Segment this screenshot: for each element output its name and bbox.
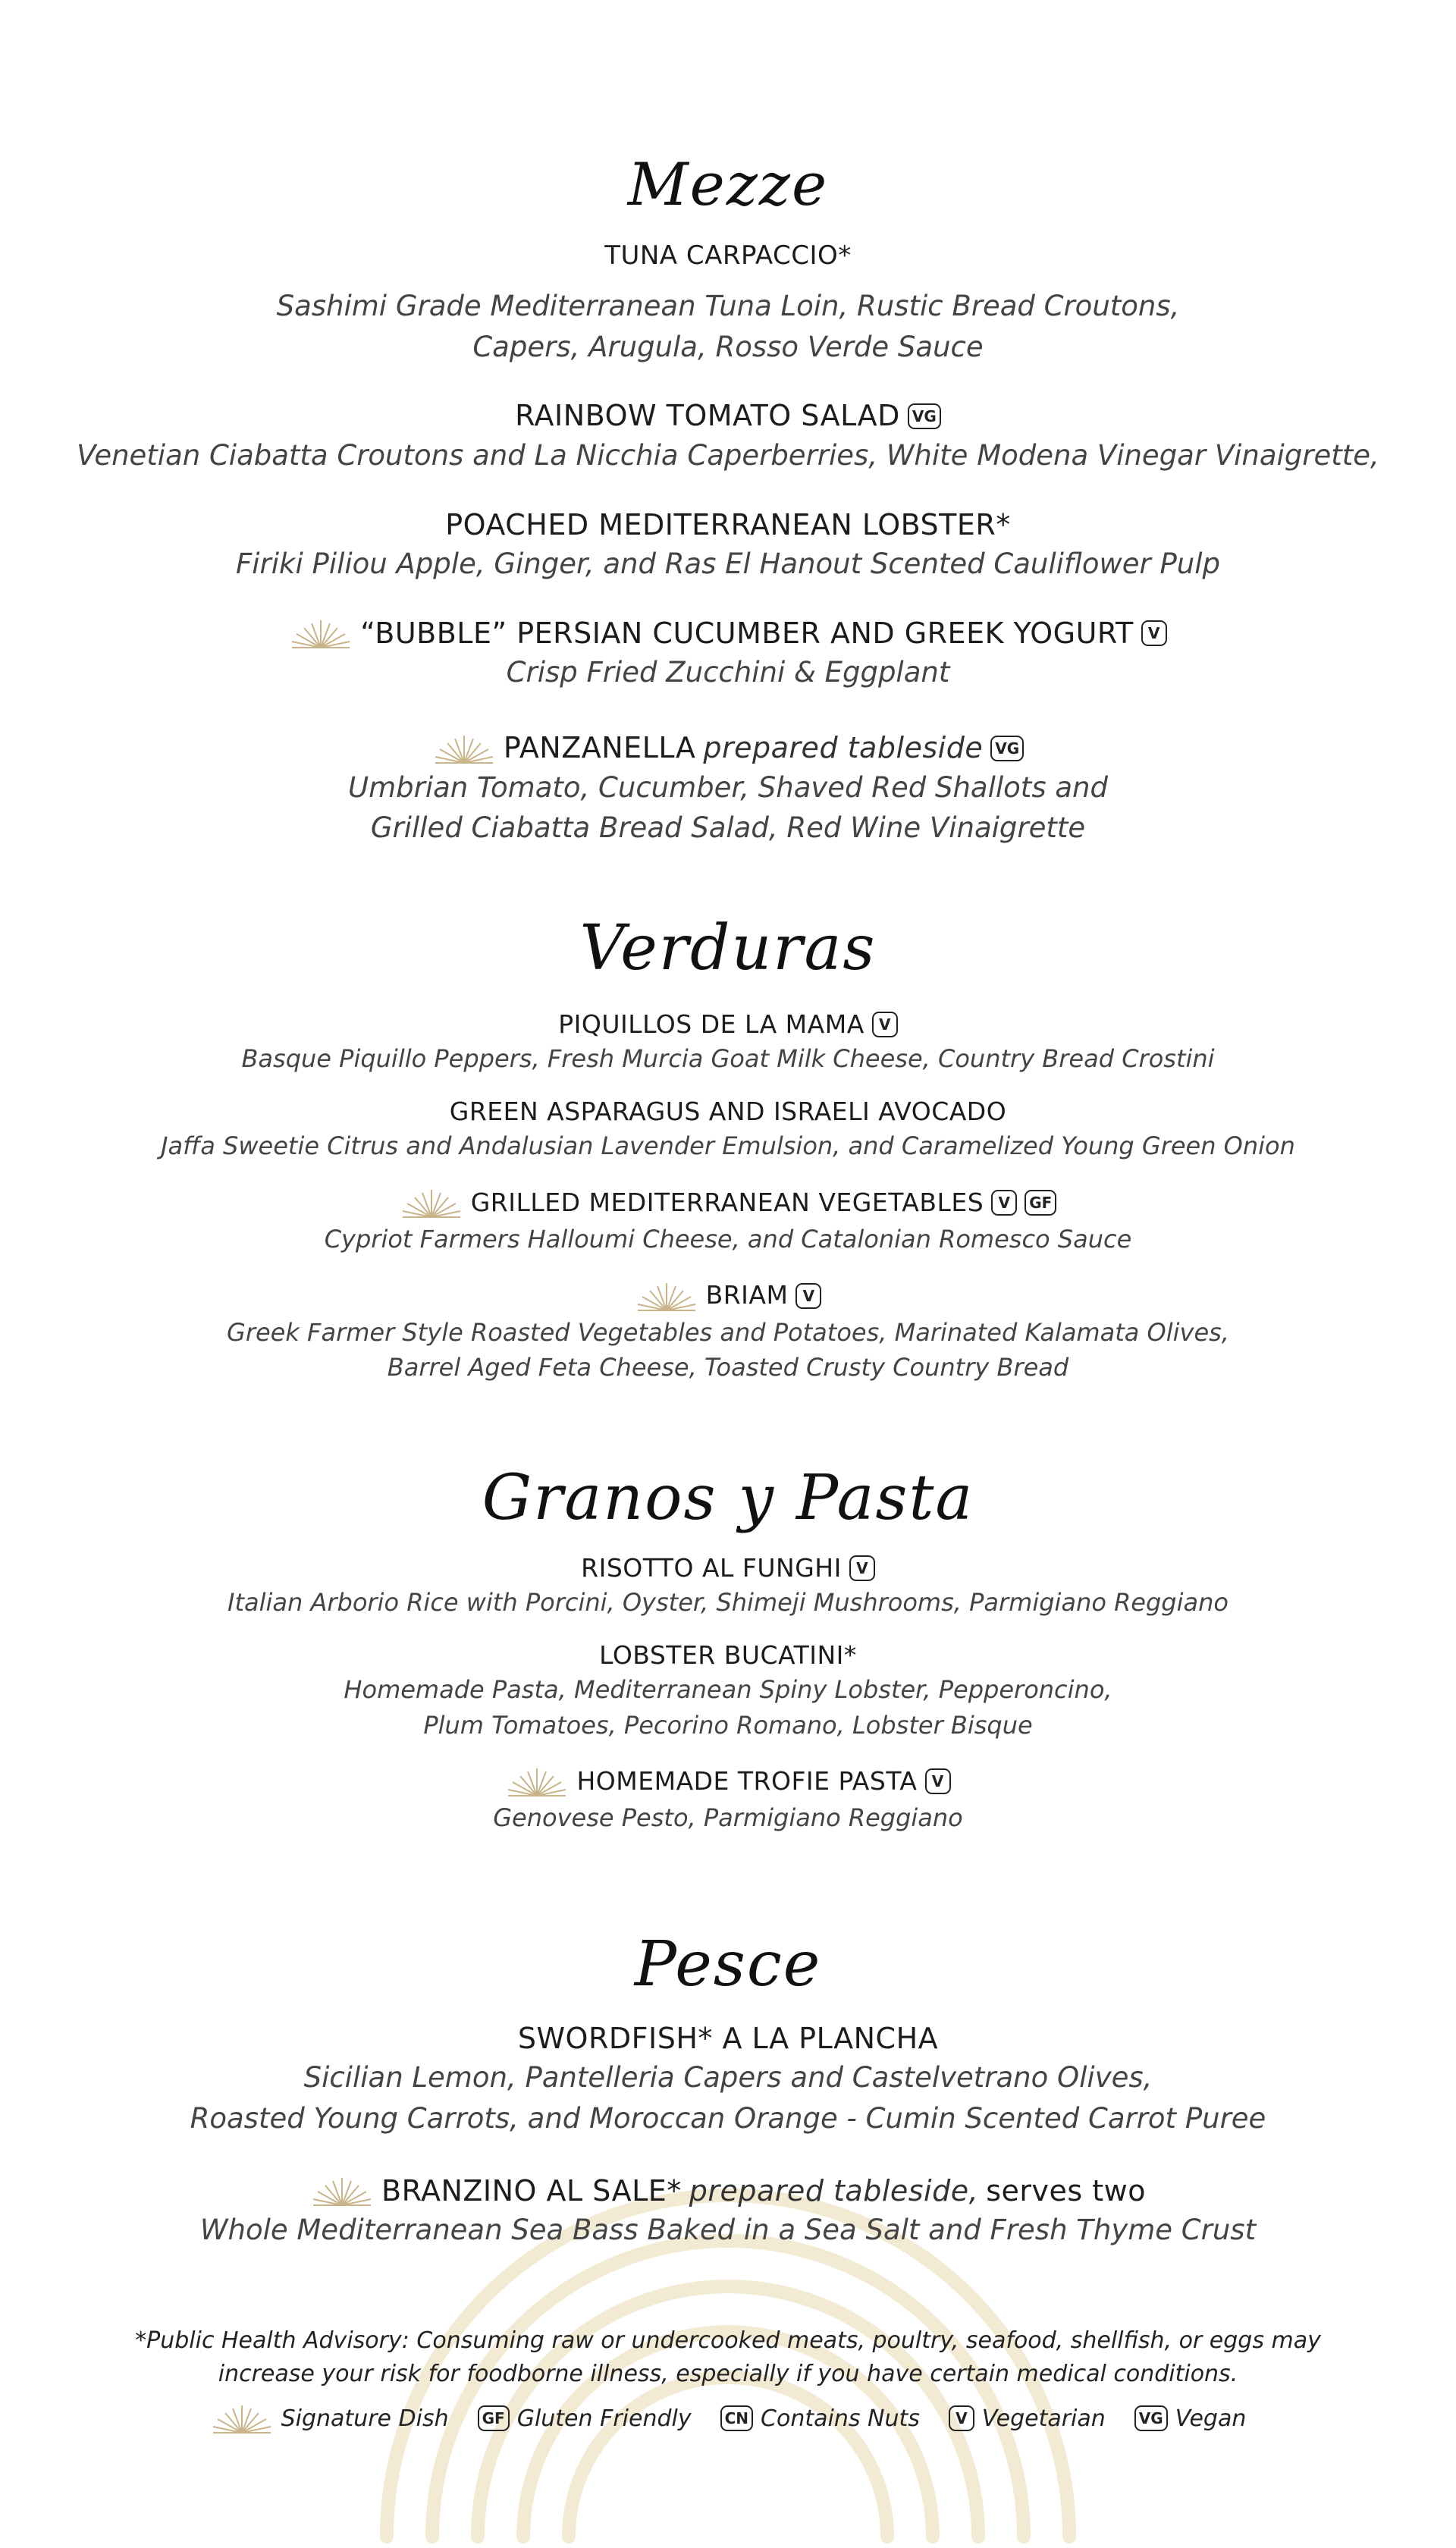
item-name: PANZANELLA prepared tableside VG [432,730,1024,767]
section-granos-y-pasta [0,1462,1456,1836]
menu-item [0,615,1456,693]
item-name: GREEN ASPARAGUS AND ISRAELI AVOCADO [449,1097,1007,1127]
legend-signature: Signature Dish [210,2402,449,2434]
vegan-badge: VG [1134,2405,1168,2431]
item-description: Cypriot Farmers Halloumi Cheese, and Catalonian Romesco Sauce [324,1225,1132,1254]
signature-dish-icon [400,1187,463,1219]
item-description: Whole Mediterranean Sea Bass Baked in a Sea Salt and Fresh Thyme Crust [199,2214,1257,2247]
item-name: GRILLED MEDITERRANEAN VEGETABLES V GF [400,1187,1057,1219]
item-description: Sashimi Grade Mediterranean Tuna Loin, Rustic Bread Croutons, Capers, Arugula, Rosso Verde Sauce [276,290,1180,363]
menu-item [0,507,1456,585]
signature-dish-icon [432,733,496,764]
item-description: Italian Arborio Rice with Porcini, Oyster, Shimeji Mushrooms, Parmigiano Reggiano [228,1587,1228,1617]
vegan-badge: VG [908,403,941,429]
menu-item [0,1187,1456,1257]
section-title-verduras: Verduras [579,912,877,984]
contains-nuts-badge: CN [720,2405,753,2431]
legend-vegan: VG Vegan [1134,2405,1247,2432]
menu-item [0,1765,1456,1836]
menu-item [0,2020,1456,2139]
menu-item [0,1640,1456,1743]
health-advisory: *Public Health Advisory: Consuming raw or undercooked meats, poultry, seafood, shellfish, or eggs may increase your risk for foodborne illness, especially if you have certain medical conditions. [135,2327,1321,2387]
section-title-mezze: Mezze [627,151,829,219]
legend [0,2402,1456,2434]
menu-item [0,1552,1456,1620]
vegetarian-badge: V [925,1768,951,1794]
item-name: TUNA CARPACCIO* [604,240,852,271]
signature-dish-icon [505,1765,569,1797]
menu-item [0,2173,1456,2251]
item-name: RAINBOW TOMATO SALAD VG [515,397,941,435]
gluten-friendly-badge: GF [1025,1190,1056,1216]
item-description: Jaffa Sweetie Citrus and Andalusian Lavender Emulsion, and Caramelized Young Green Onion [161,1131,1295,1161]
menu-item [0,1096,1456,1163]
vegetarian-badge: V [872,1012,898,1037]
item-name: BRIAM V [635,1279,822,1312]
item-description: Crisp Fried Zucchini & Eggplant [506,656,950,689]
item-description: Umbrian Tomato, Cucumber, Shaved Red Shallots and Grilled Ciabatta Bread Salad, Red Wine Vinaigrette [348,770,1108,845]
item-description: Basque Piquillo Peppers, Fresh Murcia Goat Milk Cheese, Country Bread Crostini [241,1043,1215,1073]
menu-item [0,730,1456,849]
item-name: SWORDFISH* A LA PLANCHA [517,2022,939,2055]
vegetarian-badge: V [1141,620,1167,646]
item-name: RISOTTO AL FUNGHI V [581,1552,875,1585]
section-verduras [0,912,1456,1385]
legend-contains-nuts: CN Contains Nuts [720,2405,920,2432]
signature-dish-icon [310,2175,374,2207]
item-name: HOMEMADE TROFIE PASTA V [505,1765,950,1798]
item-name: LOBSTER BUCATINI* [599,1640,857,1671]
legend-gluten-friendly: GF Gluten Friendly [478,2405,692,2432]
item-name: BRANZINO AL SALE* prepared tableside, serves two [310,2173,1146,2210]
signature-dish-icon [210,2402,274,2434]
vegetarian-badge: V [991,1190,1017,1216]
item-description: Firiki Piliou Apple, Ginger, and Ras El Hanout Scented Cauliflower Pulp [235,547,1221,580]
item-name: POACHED MEDITERRANEAN LOBSTER* [445,507,1011,541]
signature-dish-icon [289,617,353,649]
item-description: Homemade Pasta, Mediterranean Spiny Lobster, Pepperoncino, Plum Tomatoes, Pecorino Romano, Lobster Bisque [344,1675,1112,1740]
section-title-pesce: Pesce [634,1928,822,2000]
legend-vegetarian: V Vegetarian [949,2405,1106,2432]
section-title-granos-y-pasta: Granos y Pasta [482,1462,974,1534]
item-name: PIQUILLOS DE LA MAMA V [558,1009,898,1041]
vegetarian-badge: V [849,1555,875,1581]
menu-item [0,1009,1456,1076]
vegan-badge: VG [990,736,1024,761]
menu-item [0,1279,1456,1385]
section-mezze [0,151,1456,849]
section-pesce [0,1928,1456,2251]
item-description: Genovese Pesto, Parmigiano Reggiano [493,1803,963,1833]
signature-dish-icon [635,1280,698,1312]
item-description: Sicilian Lemon, Pantelleria Capers and Castelvetrano Olives, Roasted Young Carrots, and Moroccan Orange - Cumin Scented Carrot Puree [190,2061,1266,2135]
item-name: “BUBBLE” PERSIAN CUCUMBER AND GREEK YOGURT V [289,615,1166,652]
menu-item [0,397,1456,475]
gluten-friendly-badge: GF [478,2405,510,2431]
item-description: Venetian Ciabatta Croutons and La Nicchia Caperberries, White Modena Vinegar Vinaigrette, [77,438,1379,472]
vegetarian-badge: V [949,2405,974,2431]
menu-item [0,239,1456,367]
vegetarian-badge: V [795,1283,821,1309]
item-description: Greek Farmer Style Roasted Vegetables and Potatoes, Marinated Kalamata Olives, Barrel Aged Feta Cheese, Toasted Crusty Country Bread [227,1317,1229,1382]
